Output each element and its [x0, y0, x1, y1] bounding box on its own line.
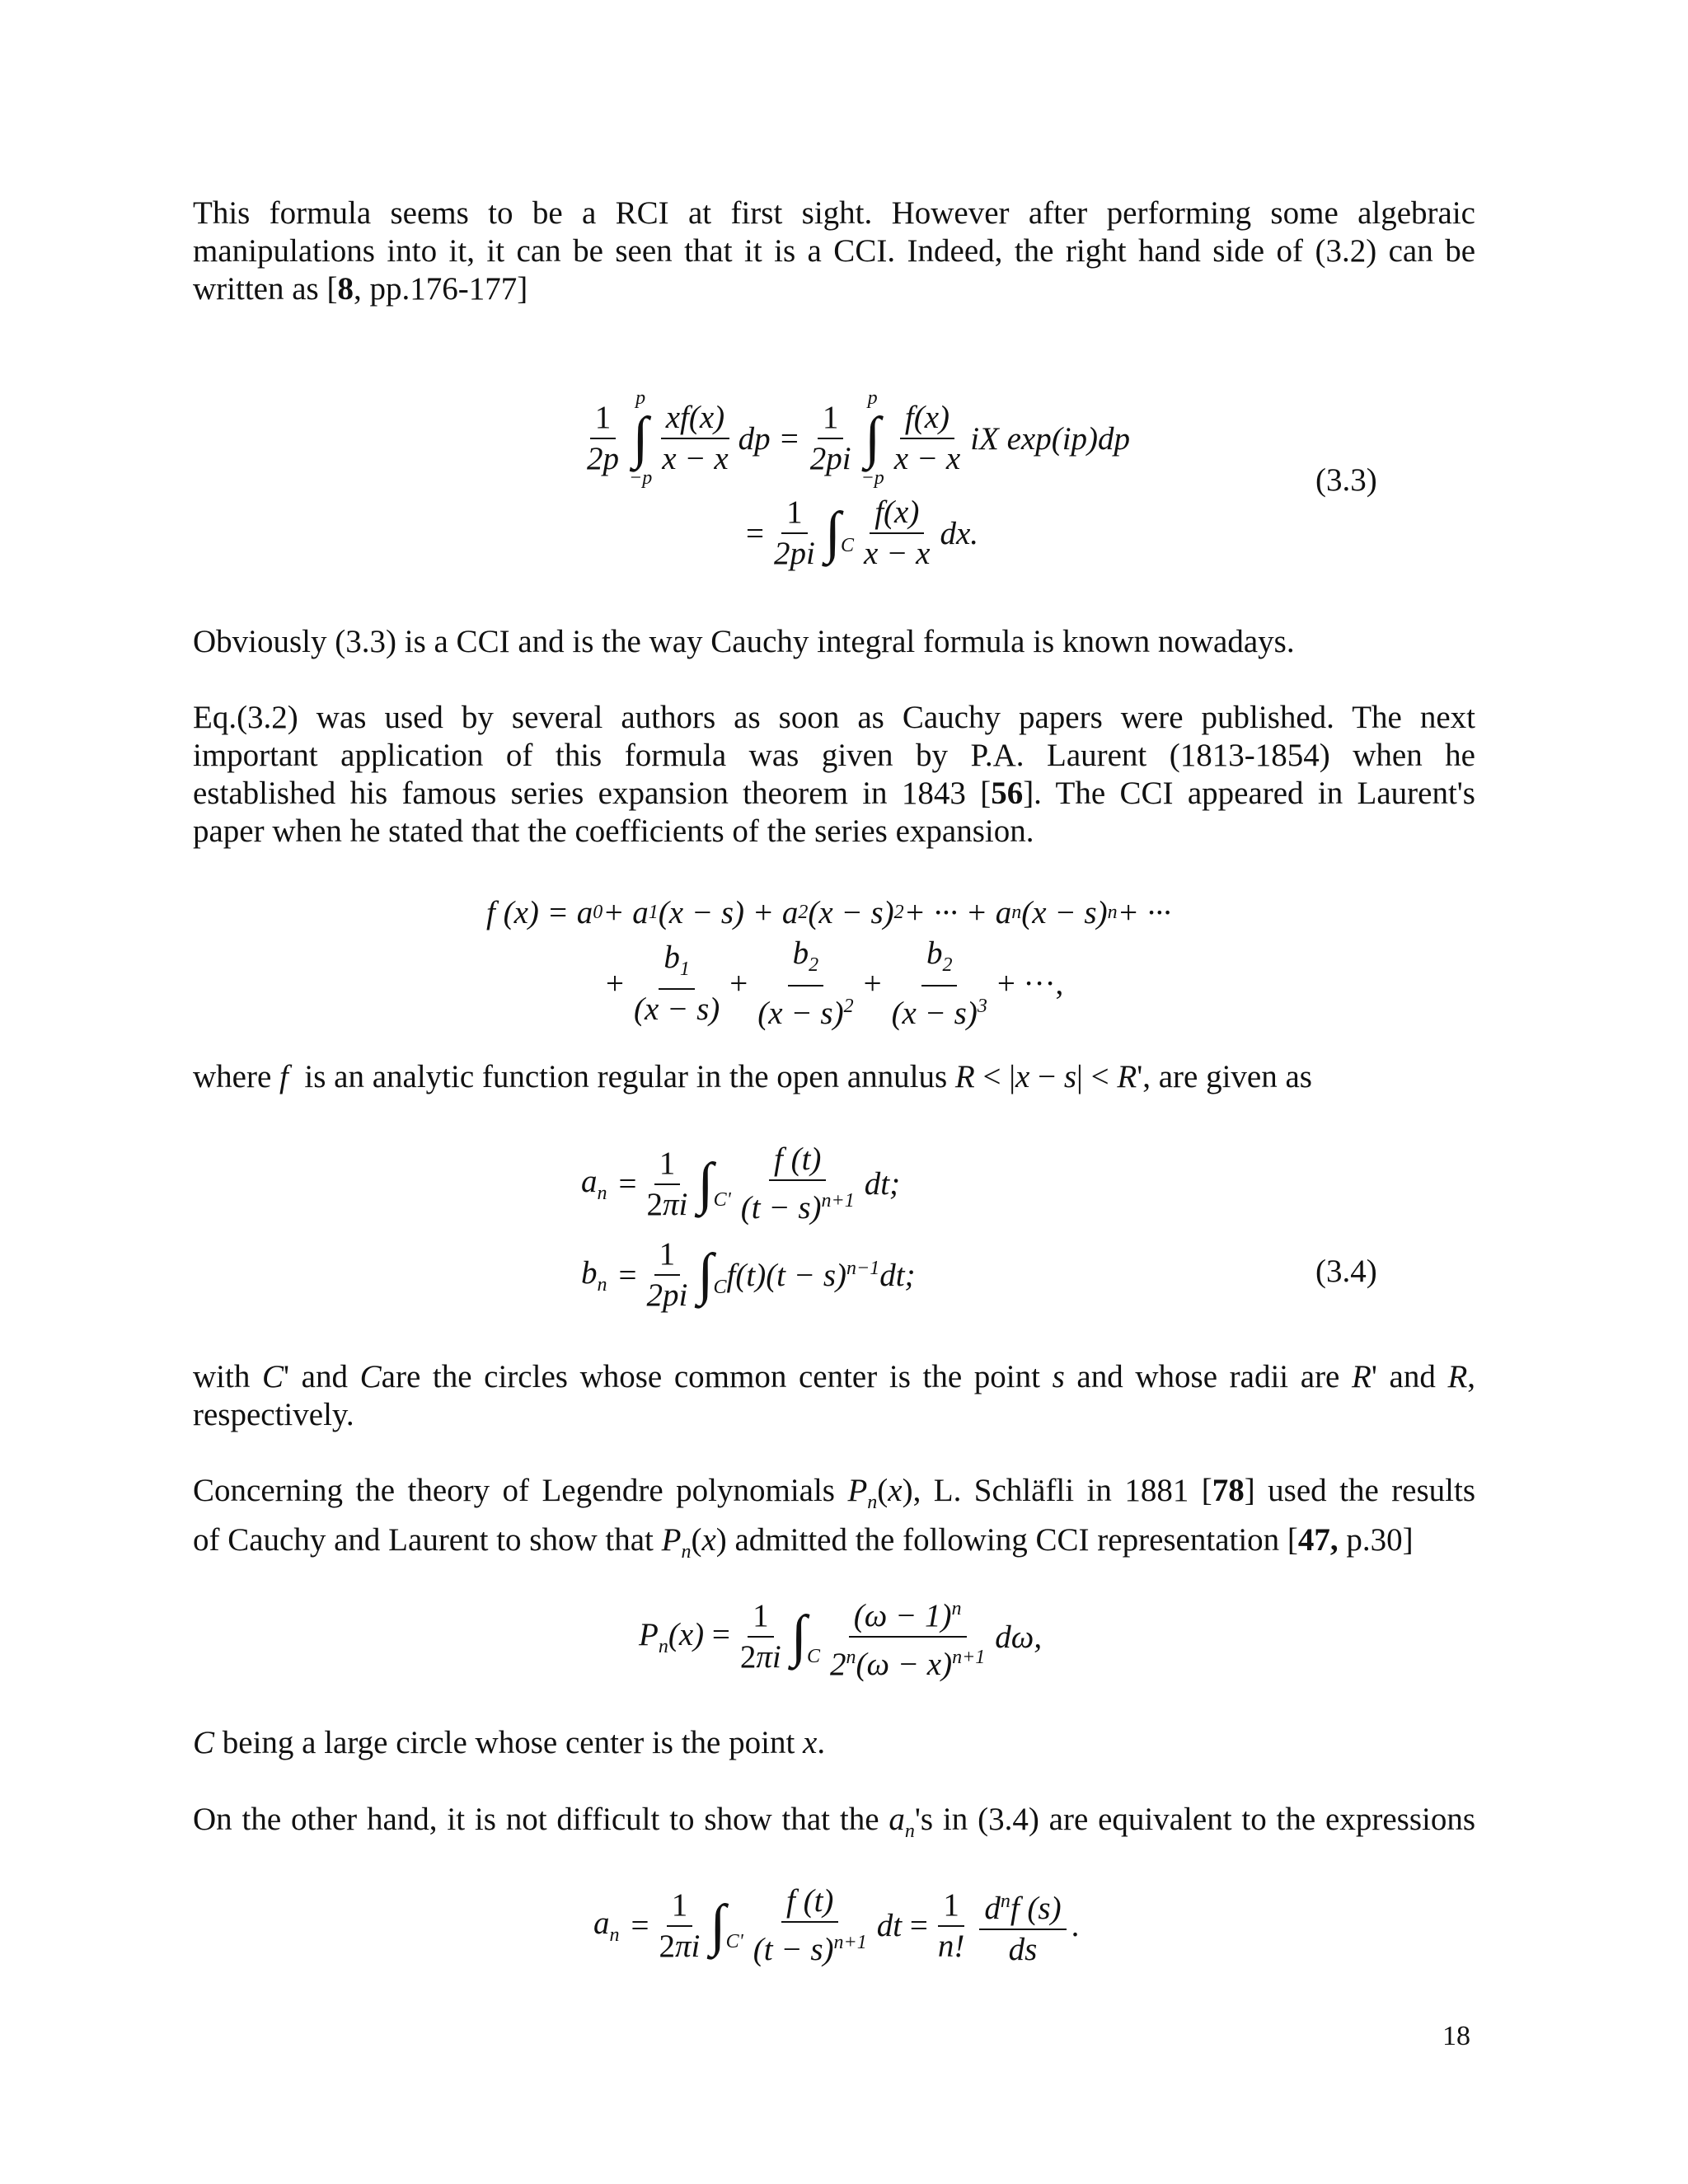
text-line: C being a large circle whose center is the point x.	[193, 1725, 826, 1760]
paragraph-intro	[193, 194, 1475, 308]
text-line: Eq.(3.2) was used by several authors as soon as Cauchy papers were published. The next	[193, 700, 1475, 735]
text-line: manipulations into it, it can be seen that it is a CCI. Indeed, the right hand side of (3.2) can be	[193, 233, 1475, 269]
equation-schlafli: $P_n(x)$ = $\frac{1}{2\pi i}$ ∫ $_C$ $\frac{(\omega - 1)^n}{2^n(\omega - x)^{n+1}}$ dω,	[639, 1591, 1042, 1683]
equation-3-4-line1: $a_n$ = $\frac{1}{2\pi i}$ ∫ $_{C'}$ $\frac{f (t)}{(t - s)^{n+1}}$ dt;	[581, 1141, 901, 1226]
text-line: important application of this formula was given by P.A. Laurent (1813-1854) when he	[193, 738, 1475, 773]
text-line: with C' and Care the circles whose common center is the point s and whose radii are R' and R,	[193, 1359, 1476, 1394]
equation-3-4-line2: $b_n$ = $\frac{1}{2pi}$ ∫ $_C$ $f(t)(t - s)^{n-1}dt$;	[581, 1236, 916, 1313]
equation-number: (3.3)	[1315, 462, 1377, 498]
text-line: Concerning the theory of Legendre polynomials $P_n(x)$, L. Schläfli in 1881 [78] used the results	[193, 1473, 1476, 1513]
text-line: This formula seems to be a RCI at first sight. However after performing some algebraic	[193, 195, 1475, 231]
equation-laurent-line2: + $\frac{b_1}{(x - s)}$ + $\frac{b_2}{(x - s)^2}$ + $\frac{b_2}{(x - s)^3}$ + ···,	[606, 935, 1064, 1031]
citation: 8	[337, 271, 354, 307]
paragraph-equivalent	[193, 1801, 1475, 1850]
equation-3-3-line2: = $\frac{1}{2pi}$ ∫ $_C$ $\frac{f(x)}{x - x}$ dx.	[746, 494, 979, 571]
text-line: respectively.	[193, 1397, 354, 1432]
text-line: where f is an analytic function regular in the open annulus R < |x − s| < R', are given as	[193, 1059, 1312, 1094]
equation-number: (3.4)	[1315, 1254, 1377, 1289]
citation: 78	[1212, 1473, 1245, 1508]
paragraph-legendre	[193, 1472, 1475, 1571]
equation-3-3-line1: $\frac{1}{2p}$ p ∫ −p $\frac{xf(x)}{x - x}$ dp = $\frac{1}{2pi}$ p ∫ −p $\frac{f(x)}{x - x}$ iX exp(ip)dp	[587, 387, 1131, 489]
citation: 47,	[1297, 1521, 1339, 1558]
equation-laurent-line1: f (x) = a 0 + a 1 (x − s) + a 2 (x − s) 2 + ··· + a n (x − s) n + ···	[486, 895, 1171, 930]
paragraph-circles	[193, 1358, 1475, 1434]
text-line: of Cauchy and Laurent to show that $P_n(x)$ admitted the following CCI representation [47, p.30]	[193, 1521, 1414, 1563]
page-number: 18	[1442, 2021, 1470, 2051]
equation-coefficients: $a_n$ = $\frac{1}{2\pi i}$ ∫ $_{C'}$ $\frac{f (t)}{(t - s)^{n+1}}$ dt = $\frac{1}{n!}$ $\frac{d^nf (s)}{ds}$ .	[593, 1883, 1080, 1967]
paragraph-laurent	[193, 699, 1475, 851]
paragraph-obviously	[193, 623, 1475, 661]
text-line: Obviously (3.3) is a CCI and is the way Cauchy integral formula is known nowadays.	[193, 624, 1295, 659]
text-line: paper when he stated that the coefficients of the series expansion.	[193, 813, 1034, 849]
text-line: written as [8, pp.176-177]	[193, 271, 528, 307]
text-line: established his famous series expansion theorem in 1843 [56]. The CCI appeared in Laurent's	[193, 776, 1475, 811]
paragraph-large-circle	[193, 1724, 1475, 1762]
paragraph-where	[193, 1058, 1475, 1096]
citation: 56	[991, 776, 1024, 811]
text-line: On the other hand, it is not difficult to show that the $a_n's$ in (3.4) are equivalent to the expressions	[193, 1802, 1476, 1842]
